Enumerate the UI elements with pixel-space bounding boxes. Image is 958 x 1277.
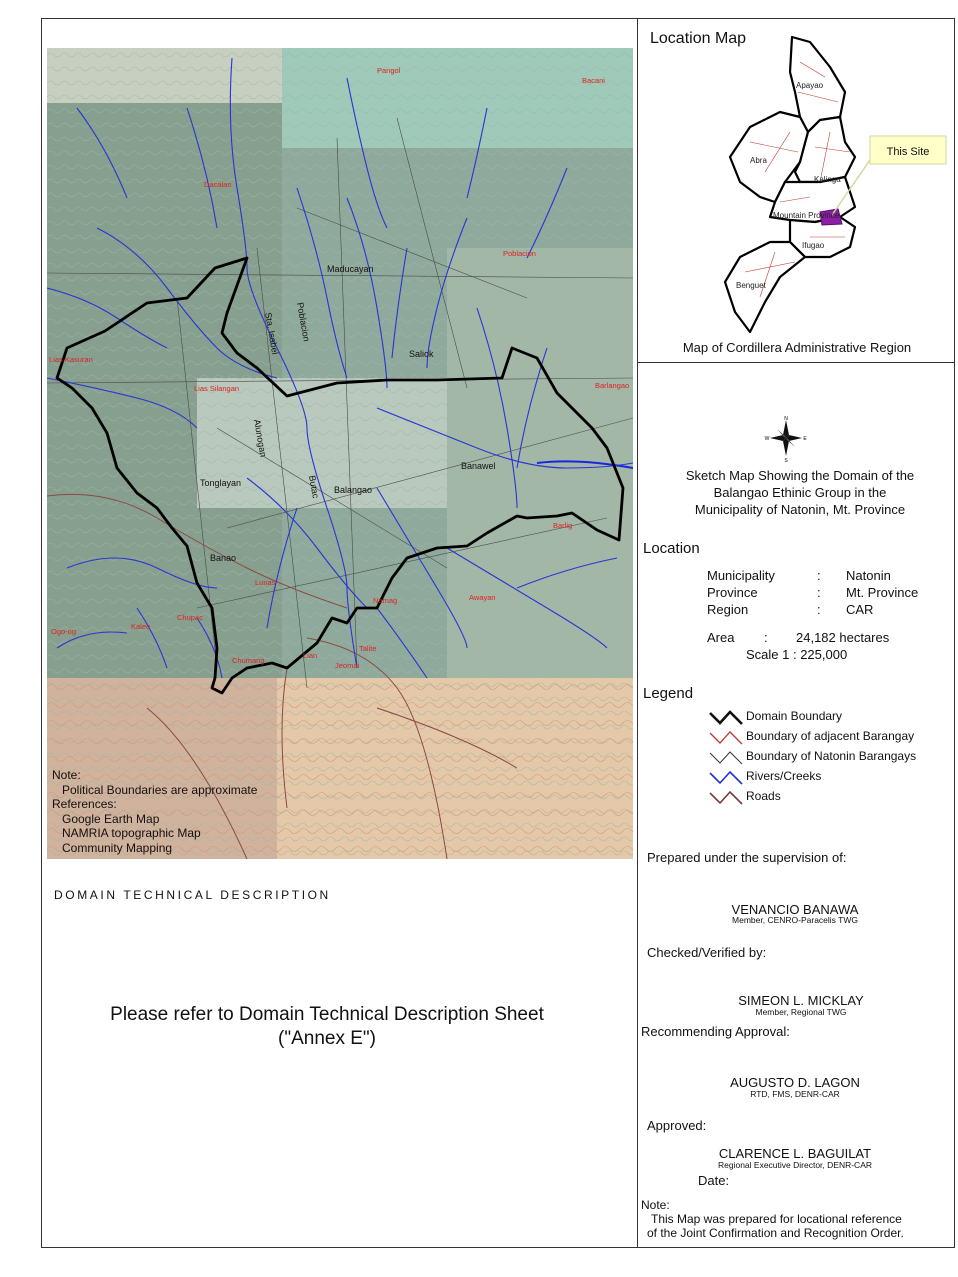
location-map-title: Location Map xyxy=(650,30,747,47)
checked-name: SIMEON L. MICKLAY xyxy=(738,993,864,1008)
label-balangao: Balangao xyxy=(334,485,373,495)
province-label-mountain-province: Mountain Province xyxy=(773,211,840,220)
footer-note-line2: This Map was prepared for locational reference xyxy=(651,1212,902,1226)
legend-swatch-adjacent-barangay xyxy=(708,727,744,747)
map-note-namria: NAMRIA topographic Map xyxy=(62,826,201,840)
label-dacalan: Dacalan xyxy=(204,180,232,189)
label-poblacion: Poblacion xyxy=(295,301,312,343)
legend-swatch-rivers xyxy=(708,767,744,787)
legend-item-domain-boundary xyxy=(708,707,843,729)
topographic-map[interactable] xyxy=(47,48,633,859)
location-heading: Location xyxy=(643,540,700,557)
label-banao: Banao xyxy=(210,553,237,563)
label-kaleo: Kaleo xyxy=(131,622,151,631)
approved-role: Regional Executive Director, DENR-CAR xyxy=(718,1160,872,1170)
this-site-callout-text: This Site xyxy=(886,146,930,158)
sketch-title-line3: Municipality of Natonin, Mt. Province xyxy=(694,502,906,517)
footer-note-heading: Note: xyxy=(641,1198,670,1212)
label-lias-kasuran: Lias Kasuran xyxy=(49,355,93,364)
prepared-name: VENANCIO BANAWA xyxy=(731,902,859,917)
location-region-label: Region xyxy=(707,602,749,617)
footer-note xyxy=(641,1198,904,1240)
checked-label: Checked/Verified by: xyxy=(647,945,767,960)
legend-item-rivers xyxy=(708,767,822,789)
province-label-abra: Abra xyxy=(750,156,767,165)
label-maducayan: Maducayan xyxy=(327,264,374,274)
approved-label: Approved: xyxy=(647,1118,707,1133)
area-label: Area xyxy=(707,630,735,645)
location-province-value: Mt. Province xyxy=(846,585,919,600)
sketch-title-line2: Balangao Ethinic Group in the xyxy=(713,485,887,500)
area-value: 24,182 hectares xyxy=(796,630,890,645)
province-label-apayao: Apayao xyxy=(796,81,824,90)
legend-item-roads xyxy=(708,787,781,809)
label-bacani: Bacani xyxy=(582,76,605,85)
province-label-benguet: Benguet xyxy=(736,281,766,290)
map-note-google: Google Earth Map xyxy=(62,811,160,826)
location-region-value: CAR xyxy=(846,602,874,617)
legend-label-domain-boundary: Domain Boundary xyxy=(746,709,843,723)
map-note xyxy=(52,768,257,855)
province-label-ifugao: Ifugao xyxy=(802,241,825,250)
label-lian: Lian xyxy=(303,651,318,660)
sketch-map-title xyxy=(650,467,950,518)
location-municipality-sep: : xyxy=(817,568,821,583)
legend-swatch-domain-boundary xyxy=(708,707,744,727)
label-banawel: Banawel xyxy=(461,461,496,471)
compass-west: W xyxy=(764,436,770,442)
area-sep: : xyxy=(764,630,768,645)
legend-swatch-natonin-barangays xyxy=(708,747,744,767)
sketch-title-line1: Sketch Map Showing the Domain of the xyxy=(685,468,915,483)
location-province-label: Province xyxy=(707,585,758,600)
label-poblacion-red: Poblacion xyxy=(503,249,536,258)
label-jeomai: Jeomai xyxy=(335,661,360,670)
prepared-label: Prepared under the supervision of: xyxy=(647,850,847,865)
label-chupac: Chupac xyxy=(177,613,203,622)
technical-description-line2: ("Annex E") xyxy=(278,1028,376,1049)
legend-heading: Legend xyxy=(643,685,694,702)
prepared-role: Member, CENRO-Paracelis TWG xyxy=(732,915,858,925)
legend-label-adjacent-barangay: Boundary of adjacent Barangay xyxy=(746,729,915,743)
map-scale: Scale 1 : 225,000 xyxy=(746,647,848,662)
label-sta-isabel: Sta. Isabel xyxy=(263,311,281,356)
label-barlig: Barlig xyxy=(553,521,573,530)
label-lunas: Lunas xyxy=(255,578,276,587)
legend-label-natonin-barangays: Boundary of Natonin Barangays xyxy=(746,749,917,763)
map-note-references: References: xyxy=(52,797,117,811)
sheet-vertical-divider xyxy=(637,18,638,1248)
label-talite: Talite xyxy=(359,644,377,653)
map-note-community: Community Mapping xyxy=(62,840,173,855)
map-note-heading: Note: xyxy=(52,768,81,782)
legend-item-natonin-barangays xyxy=(708,747,917,769)
label-awayan: Awayan xyxy=(469,593,496,602)
location-municipality-label: Municipality xyxy=(707,568,775,583)
topographic-map-svg xyxy=(47,48,633,859)
label-ogo-og: Ogo-og xyxy=(51,627,77,636)
label-lias-silangan: Lias Silangan xyxy=(194,384,240,393)
legend-swatch-roads xyxy=(708,787,744,807)
technical-description-line1: Please refer to Domain Technical Description Sheet xyxy=(110,1004,544,1025)
legend-label-rivers: Rivers/Creeks xyxy=(746,769,822,783)
recommending-name: AUGUSTO D. LAGON xyxy=(730,1075,860,1090)
label-butac: Butac xyxy=(307,474,321,500)
sheet-horizontal-divider xyxy=(637,362,955,363)
location-region-sep: : xyxy=(817,602,821,617)
legend-label-roads: Roads xyxy=(746,789,781,803)
location-map[interactable] xyxy=(720,32,950,338)
technical-description-text xyxy=(60,1003,594,1051)
date-label: Date: xyxy=(698,1173,730,1188)
checked-role: Member, Regional TWG xyxy=(755,1007,847,1017)
location-province-sep: : xyxy=(817,585,821,600)
legend-item-adjacent-barangay xyxy=(708,727,915,749)
map-note-political: Political Boundaries are approximate xyxy=(62,782,258,797)
location-map-caption: Map of Cordillera Administrative Region xyxy=(682,340,912,355)
label-saliok: Saliok xyxy=(409,349,434,359)
label-barlangao: Barlangao xyxy=(595,381,630,390)
technical-description-heading: DOMAIN TECHNICAL DESCRIPTION xyxy=(54,888,331,902)
footer-note-line3: of the Joint Confirmation and Recognition Order. xyxy=(647,1226,904,1240)
province-label-kalinga: Kalinga xyxy=(814,175,841,184)
approved-name: CLARENCE L. BAGUILAT xyxy=(718,1146,872,1161)
label-namag: Namag xyxy=(373,596,398,605)
compass-south: S xyxy=(784,458,788,462)
compass-rose-icon xyxy=(764,414,808,462)
recommending-label: Recommending Approval: xyxy=(641,1024,790,1039)
label-pangol: Pangol xyxy=(377,66,401,75)
recommending-role: RTD, FMS, DENR-CAR xyxy=(750,1089,840,1099)
label-tonglayan: Tonglayan xyxy=(200,478,242,488)
label-chumang: Chumang xyxy=(232,656,265,665)
label-alunogan: Alunogan xyxy=(252,418,269,458)
location-municipality-value: Natonin xyxy=(846,568,891,583)
compass-east: E xyxy=(803,436,807,442)
compass-north: N xyxy=(784,416,788,422)
